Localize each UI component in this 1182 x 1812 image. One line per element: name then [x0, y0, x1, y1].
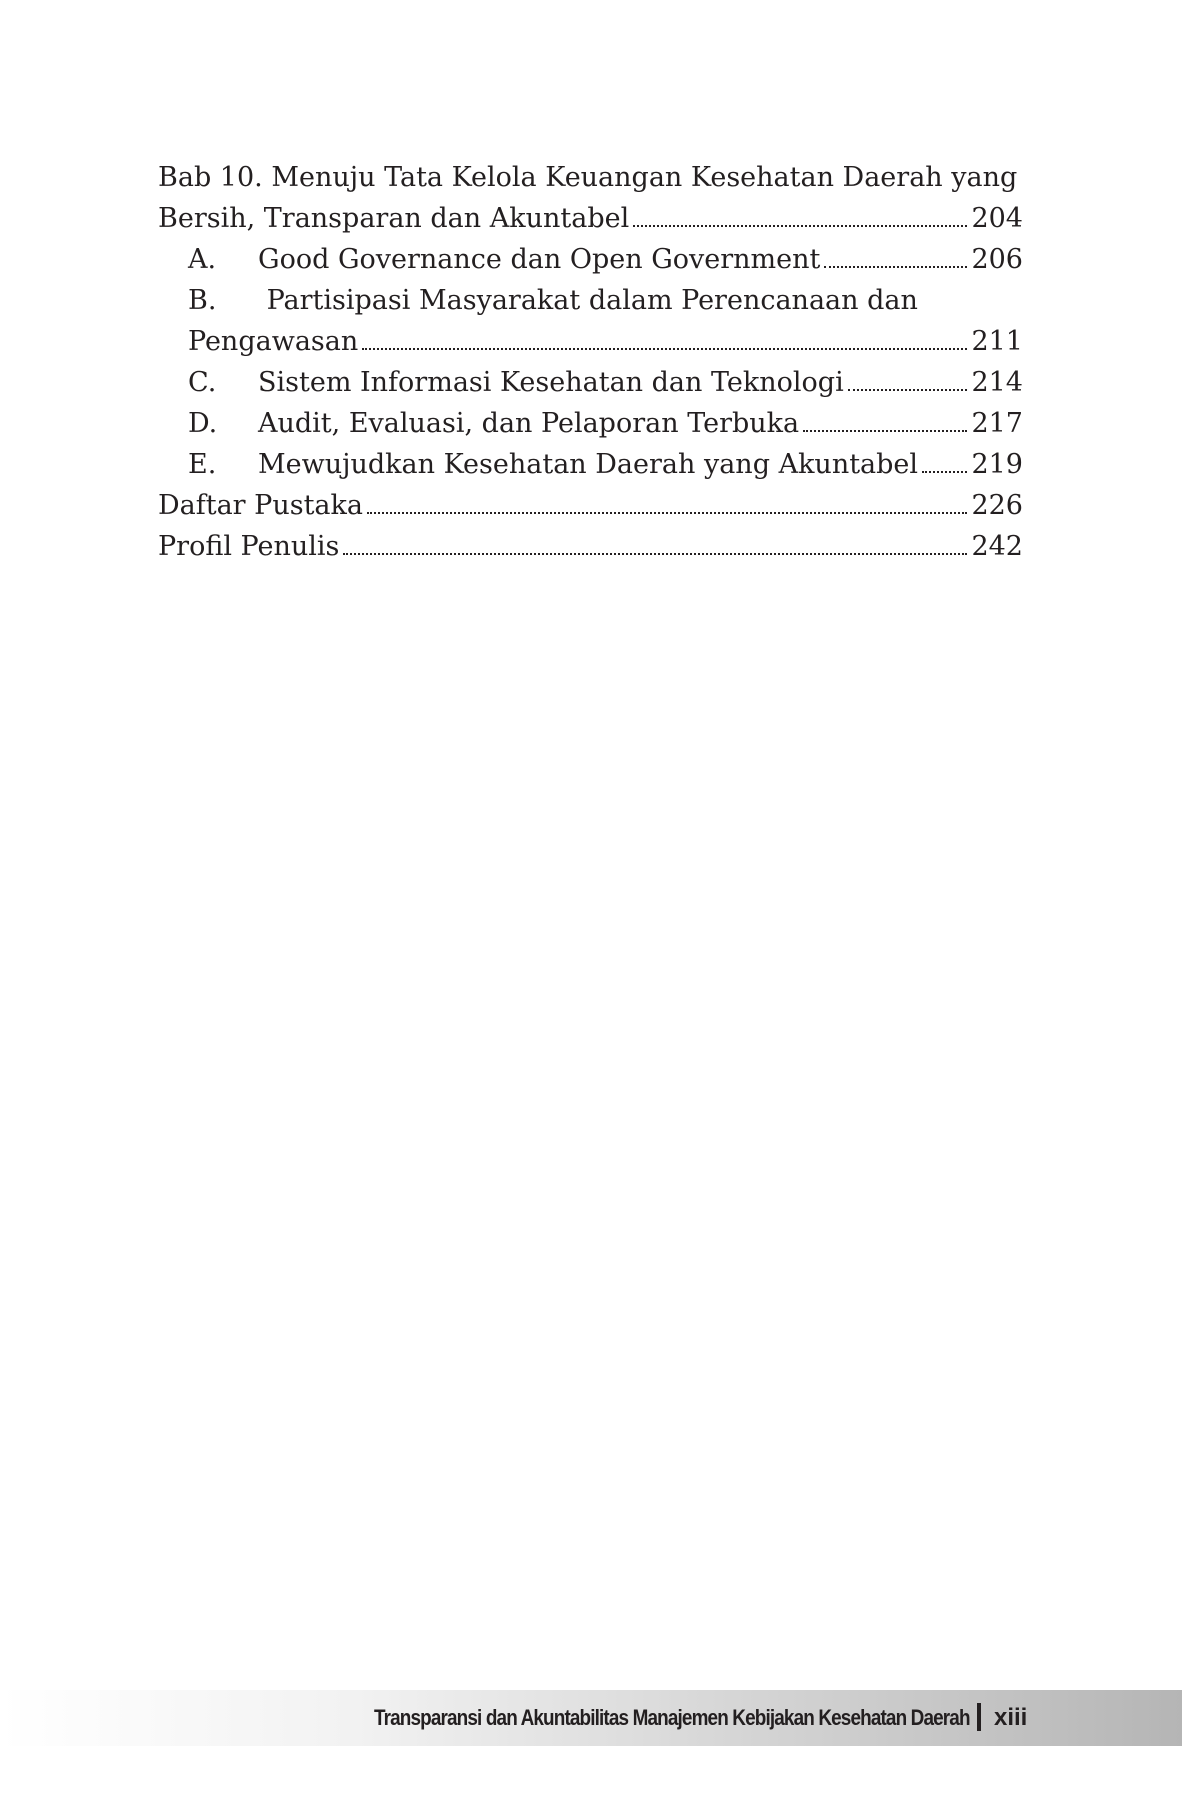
- dot-leader: [922, 471, 967, 473]
- toc-entry-title: Daftar Pustaka: [158, 490, 363, 521]
- toc-entry-section-b-line2: [158, 321, 1023, 362]
- toc-entry-title: Partisipasi Masyarakat dalam Perencanaan dan: [266, 285, 918, 316]
- toc-entry-title: Sistem Informasi Kesehatan dan Teknologi: [258, 367, 844, 398]
- toc-entry-title: Profil Penulis: [158, 531, 340, 562]
- section-letter: A.: [188, 244, 217, 275]
- toc-page-number: 204: [971, 203, 1023, 234]
- section-letter: D.: [188, 408, 218, 439]
- footer-page-number: xiii: [994, 1704, 1028, 1731]
- footer-separator: [977, 1703, 981, 1731]
- section-letter: B.: [188, 285, 217, 316]
- toc-entry-section-d: [158, 403, 1023, 444]
- page-footer: [0, 1690, 1182, 1746]
- dot-leader: [362, 348, 967, 350]
- footer-book-title: Transparansi dan Akuntabilitas Manajemen Kebijakan Kesehatan Daerah: [374, 1705, 970, 1730]
- dot-leader: [848, 389, 968, 391]
- toc-entry-profil-penulis: [158, 526, 1023, 567]
- toc-entry-title: Bab 10. Menuju Tata Kelola Keuangan Kesehatan Daerah yang: [158, 162, 1018, 193]
- toc-entry-section-e: [158, 444, 1023, 485]
- dot-leader: [367, 512, 967, 514]
- dot-leader: [633, 225, 967, 227]
- toc-entry-bab-10-line2: [158, 198, 1023, 239]
- toc-page-number: 214: [971, 367, 1023, 398]
- toc-entry-daftar-pustaka: [158, 485, 1023, 526]
- toc-page-number: 206: [971, 244, 1023, 275]
- toc-page-number: 217: [971, 408, 1023, 439]
- toc-entry-section-b-line1: [158, 280, 1023, 321]
- toc-entry-title: Mewujudkan Kesehatan Daerah yang Akuntabel: [258, 449, 919, 480]
- dot-leader: [343, 553, 967, 555]
- toc-page-number: 219: [971, 449, 1023, 480]
- toc-entry-title-continued: Pengawasan: [188, 326, 359, 357]
- dot-leader: [824, 266, 967, 268]
- toc-entry-title: Good Governance dan Open Government: [258, 244, 821, 275]
- toc-page-number: 211: [971, 326, 1023, 357]
- toc-entry-section-a: [158, 239, 1023, 280]
- toc-entry-title: Audit, Evaluasi, dan Pelaporan Terbuka: [258, 408, 800, 439]
- table-of-contents: [158, 157, 1023, 567]
- section-letter: E.: [188, 449, 217, 480]
- toc-entry-title: Bersih, Transparan dan Akuntabel: [158, 203, 630, 234]
- toc-page-number: 226: [971, 490, 1023, 521]
- toc-entry-section-c: [158, 362, 1023, 403]
- dot-leader: [803, 430, 967, 432]
- section-letter: C.: [188, 367, 217, 398]
- toc-page-number: 242: [971, 531, 1023, 562]
- toc-entry-bab-10-line1: [158, 157, 1023, 198]
